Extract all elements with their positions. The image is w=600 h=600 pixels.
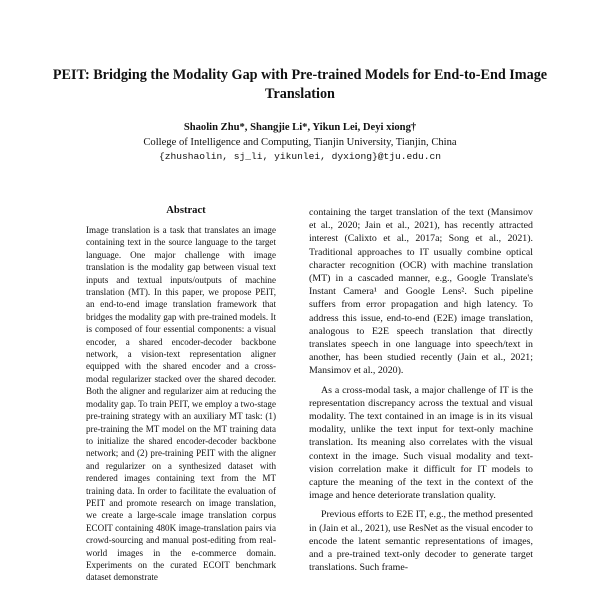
author-emails: {zhushaolin, sj_li, yikunlei, dyxiong}@tju.edu.cn <box>158 151 442 162</box>
abstract-body: Image translation is a task that translates an image containing text in the source language to the target language. One major challenge with image translation is the modality gap between visual text inputs and textual inputs/outputs of machine translation (MT). In this paper, we propose PEIT, an end-to-end image translation framework that bridges the modality gap with pre-trained models. It is composed of four essential components: a visual encoder, a shared encoder-decoder backbone network, a vision-text representation aligner equipped with the shared encoder and a cross-modal regularizer stacked over the shared decoder. Both the aligner and regularizer aim at reducing the modality gap. To train PEIT, we employ a two-stage pre-training strategy with an auxiliary MT task: (1) pre-training the MT model on the MT training data to initialize the shared encoder-decoder backbone network; and (2) pre-training PEIT with the aligner and regularizer on a synthesized dataset with rendered images containing text from the MT training data. In order to facilitate the evaluation of PEIT and promote research on image translation, we create a large-scale image translation corpus ECOIT containing 480K image-translation pairs via crowd-sourcing and manual post-editing from real-world images in the e-commerce domain. Experiments on the curated ECOIT benchmark dataset demonstrate <box>86 225 276 583</box>
right-column <box>309 206 533 574</box>
body-paragraph-3: Previous efforts to E2E IT, e.g., the method presented in (Jain et al., 2021), use ResNet as the visual encoder to encode the latent semantic representations of images, and a pre-trained text-only decoder to generate target translations. Such frame- <box>309 509 533 574</box>
abstract-heading: Abstract <box>166 205 206 216</box>
author-block <box>40 121 560 165</box>
author-names: Shaolin Zhu*, Shangjie Li*, Yikun Lei, Deyi xiong† <box>183 122 417 133</box>
body-paragraph-1: containing the target translation of the text (Mansimov et al., 2020; Jain et al., 2021), has recently attracted interest (Calixto et al., 2017a; Song et al., 2021). Traditional approaches to IT usually combine optical character recognition (OCR) with machine translation (MT) in a cascaded manner, e.g., Google Translate's Instant Camera¹ and Google Lens². Such pipeline suffers from error propagation and high latency. To address this issue, end-to-end (E2E) image translation, analogous to E2E speech translation that directly translates speech in one language into speech/text in another, has been studied recently (Jain et al., 2021; Mansimov et al., 2020). <box>309 207 533 377</box>
affiliation: College of Intelligence and Computing, Tianjin University, Tianjin, China <box>143 136 457 148</box>
body-paragraph-2: As a cross-modal task, a major challenge of IT is the representation discrepancy across the textual and visual modality. The text contained in an image is in its visual modality, unlike the text input for text-only machine translation. Its meaning also correlates with the visual context in the image. Such visual modality and text-vision correlation make it difficult for IT models to capture the meaning of the text in the context of the image and hence deteriorate translation quality. <box>309 384 533 502</box>
paper-title: PEIT: Bridging the Modality Gap with Pre-trained Models for End-to-End Image Translation <box>52 67 548 102</box>
